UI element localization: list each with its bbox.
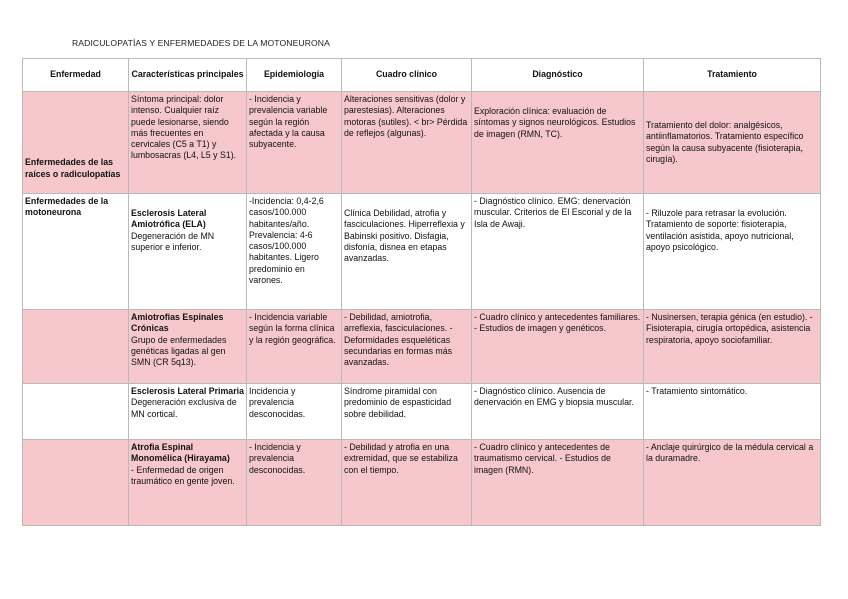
features-title: Amiotrofias Espinales Crónicas	[131, 312, 224, 334]
header-treatment: Tratamiento	[644, 59, 821, 92]
features-cell	[129, 194, 247, 310]
header-diagnosis: Diagnóstico	[472, 59, 644, 92]
table-row	[23, 194, 821, 310]
features-title: Esclerosis Lateral Primaria	[131, 386, 244, 396]
treatment-cell: Tratamiento del dolor: analgésicos, antiinflamatorios. Tratamiento específico según la causa subyacente (fisioterapia, cirugía).	[644, 92, 821, 194]
disease-table	[22, 58, 821, 526]
treatment-cell: - Nusinersen, terapia génica (en estudio). - Fisioterapia, cirugía ortopédica, asistencia respiratoria, apoyo sociofamiliar.	[644, 310, 821, 384]
epidemiology-cell: - Incidencia variable según la forma clínica y la región geográfica.	[247, 310, 342, 384]
epidemiology-cell: -Incidencia: 0,4-2,6 casos/100.000 habitantes/año. Prevalencia: 4-6 casos/100.000 habitantes. Ligero predominio en varones.	[247, 194, 342, 310]
clinical-cell: Alteraciones sensitivas (dolor y parestesias). Alteraciones motoras (sutiles). < br> Pérdida de reflejos (algunas).	[342, 92, 472, 194]
treatment-cell: - Riluzole para retrasar la evolución. Tratamiento de soporte: fisioterapia, ventilación asistida, apoyo nutricional, apoyo psicológico.	[644, 194, 821, 310]
features-cell	[129, 310, 247, 384]
features-cell	[129, 384, 247, 440]
header-clinical: Cuadro clínico	[342, 59, 472, 92]
features-text: Degeneración de MN superior e inferior.	[131, 230, 215, 252]
diagnosis-cell: - Cuadro clínico y antecedentes familiares. - Estudios de imagen y genéticos.	[472, 310, 644, 384]
table-row	[23, 384, 821, 440]
table-row	[23, 440, 821, 526]
diagnosis-cell: Exploración clínica: evaluación de síntomas y signos neurológicos. Estudios de imagen (RMN, TC).	[472, 92, 644, 194]
treatment-cell: - Tratamiento sintomático.	[644, 384, 821, 440]
clinical-cell: Clínica Debilidad, atrofia y fasciculaciones. Hiperreflexia y Babinski positivo. Disfagia, disfonía, disnea en etapas avanzadas.	[342, 194, 472, 310]
disease-cell	[23, 310, 129, 384]
disease-cell	[23, 440, 129, 526]
disease-cell: Enfermedades de las raíces o radiculopatías	[23, 92, 129, 194]
features-text: - Enfermedad de origen traumático en gente joven.	[131, 464, 235, 486]
disease-cell: Enfermedades de la motoneurona	[23, 194, 129, 310]
header-features: Características principales	[129, 59, 247, 92]
diagnosis-cell: - Diagnóstico clínico. EMG: denervación muscular. Criterios de El Escorial y de la Isla de Awaji.	[472, 194, 644, 310]
epidemiology-cell: - Incidencia y prevalencia desconocidas.	[247, 440, 342, 526]
features-cell	[129, 92, 247, 194]
clinical-cell: - Debilidad y atrofia en una extremidad, que se estabiliza con el tiempo.	[342, 440, 472, 526]
epidemiology-cell: Incidencia y prevalencia desconocidas.	[247, 384, 342, 440]
epidemiology-cell: - Incidencia y prevalencia variable según la región afectada y la causa subyacente.	[247, 92, 342, 194]
clinical-cell: Síndrome piramidal con predominio de espasticidad sobre debilidad.	[342, 384, 472, 440]
clinical-cell: - Debilidad, amiotrofia, arreflexia, fasciculaciones. - Deformidades esqueléticas secundarias en formas más avanzadas.	[342, 310, 472, 384]
disease-cell	[23, 384, 129, 440]
features-title: Esclerosis Lateral Amiotrófica (ELA)	[131, 208, 207, 230]
diagnosis-cell: - Cuadro clínico y antecedentes de traumatismo cervical. - Estudios de imagen (RMN).	[472, 440, 644, 526]
table-row	[23, 310, 821, 384]
table-row	[23, 92, 821, 194]
diagnosis-cell: - Diagnóstico clínico. Ausencia de denervación en EMG y biopsia muscular.	[472, 384, 644, 440]
features-text: Síntoma principal: dolor intenso. Cualquier raíz puede lesionarse, siendo más frecuentes en cervicales (C5 a T1) y lumbosacras (L4, L5 y S1).	[131, 94, 237, 161]
header-epidemiology: Epidemiología	[247, 59, 342, 92]
header-disease: Enfermedad	[23, 59, 129, 92]
features-title: Atrofia Espinal Monomélica (Hirayama)	[131, 442, 230, 464]
document-title: RADICULOPATÍAS Y ENFERMEDADES DE LA MOTONEURONA	[72, 38, 330, 48]
table-header-row	[23, 59, 821, 92]
treatment-cell: - Anclaje quirúrgico de la médula cervical a la duramadre.	[644, 440, 821, 526]
features-text: Grupo de enfermedades genéticas ligadas al gen SMN (CR 5q13).	[131, 334, 227, 367]
features-cell	[129, 440, 247, 526]
features-text: Degeneración exclusiva de MN cortical.	[131, 397, 237, 419]
